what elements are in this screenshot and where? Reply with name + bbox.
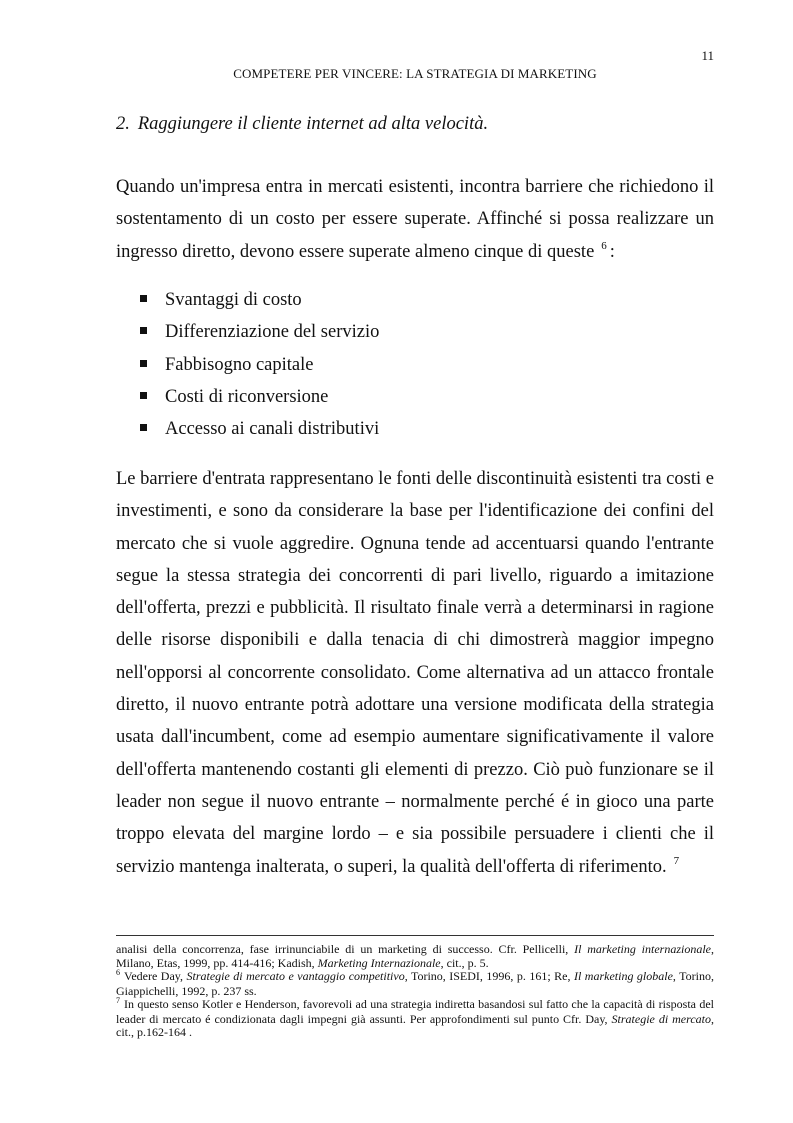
footnote-ref-7: 7 (673, 854, 680, 867)
section-heading (116, 114, 488, 135)
paragraph-2 (116, 463, 714, 885)
square-bullet-icon (140, 327, 147, 334)
footnote-text: In questo senso Kotler e Henderson, favorevoli ad una strategia indiretta basandosi sul fatto che la capacità di risposta del leader di mercato é condizionata dagli impegni già assunti. Per approfondimenti sul punto Cfr. Day, (116, 997, 714, 1026)
footnote-7 (116, 998, 714, 1040)
footnote-text: , Torino, Giappichelli, 1992, p. 237 ss. (116, 969, 715, 998)
paragraph-1 (116, 171, 714, 270)
footnote-text: , cit., p. 5. (440, 955, 489, 970)
footnote-text: , cit., p.162-164 . (116, 1011, 714, 1039)
footnote-text: analisi della concorrenza, fase irrinunciabile di un marketing di successo. Cfr. Pellicelli, (116, 942, 569, 956)
footnotes (116, 943, 714, 1040)
section-number: 2. (116, 114, 130, 134)
section-title: Raggiungere il cliente internet ad alta velocità. (137, 114, 489, 134)
paragraph-1-tail: : (609, 241, 615, 262)
footnote-divider (116, 935, 714, 936)
footnote-citation-title: Marketing Internazionale (317, 955, 441, 970)
list-item-label: Costi di riconversione (165, 386, 329, 407)
square-bullet-icon (140, 360, 147, 367)
list-item (140, 413, 379, 445)
footnote-text: , Torino, ISEDI, 1996, p. 161; Re, (404, 969, 571, 983)
running-head: COMPETERE PER VINCERE: LA STRATEGIA DI MARKETING (233, 66, 597, 81)
list-item (140, 349, 379, 381)
footnote-ref-6: 6 (601, 239, 607, 252)
list-item (140, 381, 379, 413)
footnote-6 (116, 970, 714, 998)
list-item-label: Svantaggi di costo (165, 290, 302, 310)
footnote-text: , Milano, Etas, 1999, pp. 414-416; Kadish, (116, 942, 714, 970)
footnote-citation-title: Il marketing globale (573, 969, 673, 983)
paragraph-1-text: Quando un'impresa entra in mercati esistenti, incontra barriere che richiedono il sostentamento di un costo per essere superate. Affinché si possa realizzare un ingresso diretto, devono essere superate almeno cinque di queste (116, 177, 714, 262)
list-item-label: Differenziazione del servizio (165, 322, 380, 343)
footnote-citation-title: Strategie di mercato (611, 1011, 711, 1026)
square-bullet-icon (140, 424, 147, 431)
list-item-label: Fabbisogno capitale (165, 354, 314, 375)
list-item (140, 316, 379, 348)
footnote-number: 7 (116, 996, 120, 1005)
footnote-citation-title: Strategie di mercato e vantaggio competitivo (186, 969, 405, 983)
page-number: 11 (701, 48, 714, 63)
square-bullet-icon (140, 392, 147, 399)
list-item-label: Accesso ai canali distributivi (165, 419, 380, 440)
footnote-text: Vedere Day, (124, 969, 183, 983)
square-bullet-icon (140, 295, 147, 302)
footnote-citation-title: Il marketing internazionale (574, 942, 711, 956)
list-item (140, 284, 379, 316)
footnote-number: 6 (116, 968, 120, 977)
paragraph-2-text: Le barriere d'entrata rappresentano le fonti delle discontinuità esistenti tra costi e investimenti, e sono da considerare la base per l'identificazione dei confini del mercato che si vuole aggredire. Ognuna tende ad accentuarsi quando l'entrante segue la stessa strategia dei concorrenti di pari livello, riguardo a imitazione dell'offerta, prezzi e pubblicità. Il risultato finale verrà a determinarsi in ragione delle risorse disponibili e dalla tenacia di chi dimostrerà maggior impegno nell'opporsi al concorrente consolidato. Come alternativa ad un attacco frontale diretto, il nuovo entrante potrà adottare una versione modificata della strategia usata dall'incumbent, come ad esempio aumentare significativamente il valore dell'offerta mantenendo costanti gli elementi di prezzo. Ciò può funzionare se il leader non segue il nuovo entrante – normalmente perché é in gioco una parte troppo elevata del margine lordo – e sia possibile persuadere i clienti che il servizio mantenga inalterata, o superi, la qualità dell'offerta di riferimento. (116, 469, 714, 877)
footnote-continued (116, 943, 714, 970)
barrier-list (140, 284, 379, 445)
